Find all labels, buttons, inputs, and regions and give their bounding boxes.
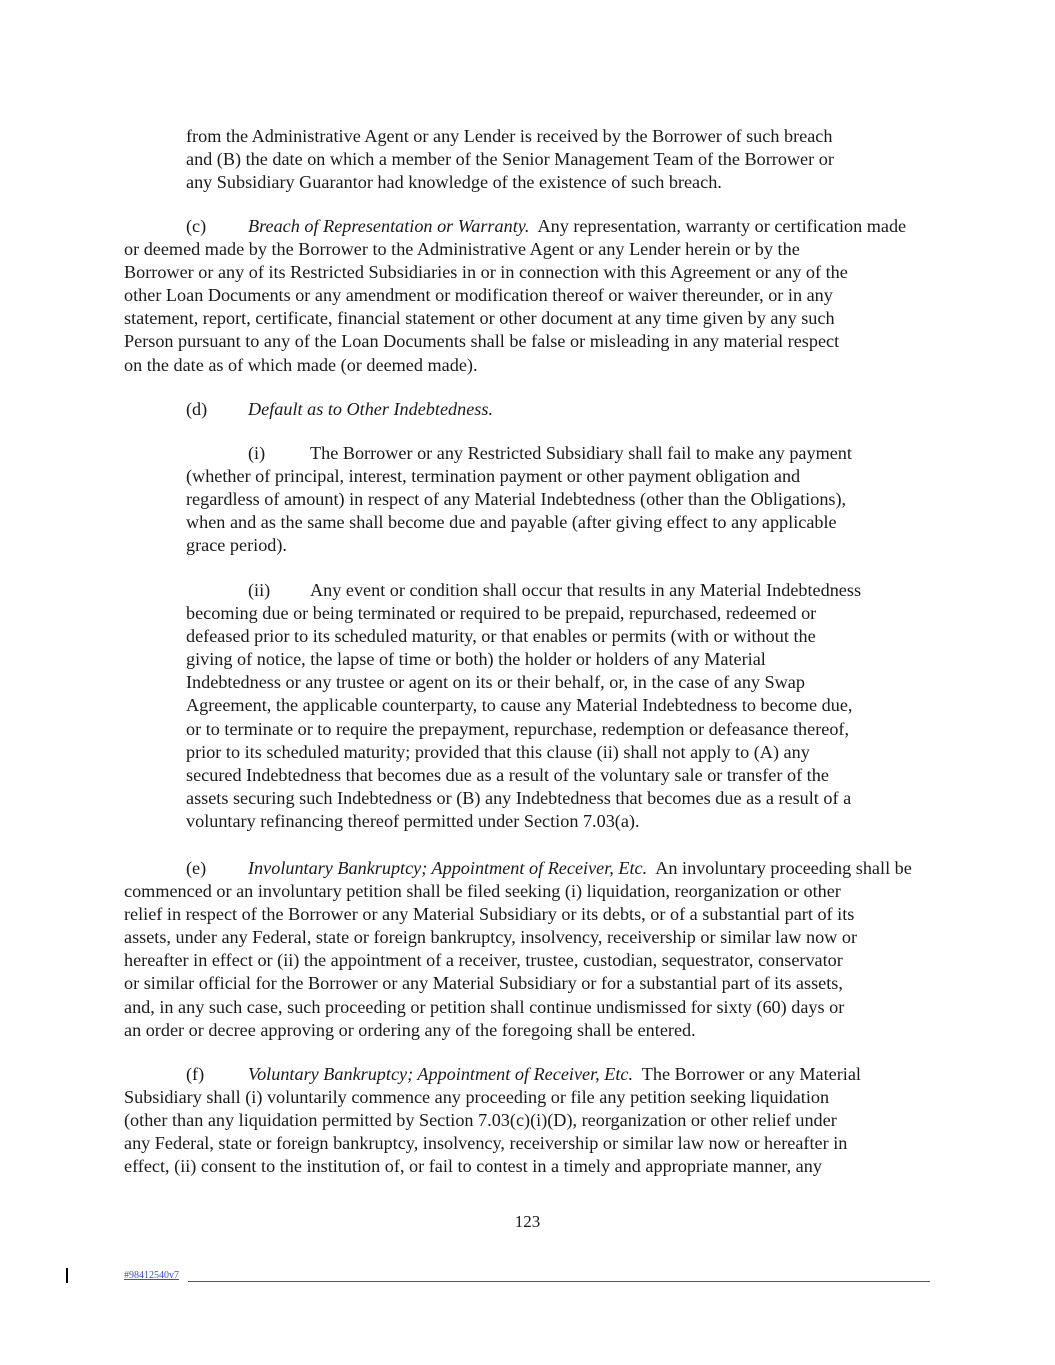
section-c-label: (c) [186, 216, 207, 236]
section-d-ii-first-line [186, 579, 861, 602]
text-line: relief in respect of the Borrower or any Material Subsidiary or its debts, or of a substantial part of its [124, 904, 855, 925]
text-line: Subsidiary shall (i) voluntarily commence any proceeding or file any petition seeking liquidation [124, 1087, 830, 1108]
section-e-paragraph [124, 857, 912, 1042]
text-run: An involuntary proceeding shall be [655, 858, 912, 878]
section-e-first-line [124, 857, 912, 880]
section-e-label: (e) [186, 858, 207, 878]
section-d-i-first-line [186, 442, 852, 465]
text-line: defeased prior to its scheduled maturity, or that enables or permits (with or without the [186, 626, 816, 647]
text-line: any Subsidiary Guarantor had knowledge of the existence of such breach. [186, 172, 722, 193]
text-line: from the Administrative Agent or any Lender is received by the Borrower of such breach [186, 126, 833, 146]
text-line: any Federal, state or foreign bankruptcy, insolvency, receivership or similar law now or hereafter in [124, 1133, 848, 1154]
section-d-label: (d) [186, 399, 208, 419]
text-line: or to terminate or to require the prepayment, repurchase, redemption or defeasance thereof, [186, 718, 850, 739]
text-line: Person pursuant to any of the Loan Documents shall be false or misleading in any material respect [124, 331, 840, 352]
text-line: Agreement, the applicable counterparty, to cause any Material Indebtedness to become due, [186, 695, 853, 716]
document-id: #98412540v7 [124, 1270, 179, 1281]
text-line: secured Indebtedness that becomes due as a result of the voluntary sale or transfer of the [186, 764, 829, 785]
footer-rule [188, 1281, 930, 1282]
text-line: (other than any liquidation permitted by Section 7.03(c)(i)(D), reorganization or other relief under [124, 1110, 837, 1131]
section-c-paragraph [124, 215, 906, 377]
section-d-i-paragraph [186, 442, 852, 557]
section-f-first-line [124, 1063, 861, 1086]
text-line: statement, report, certificate, financial statement or other document at any time given by any such [124, 308, 835, 329]
section-d-heading-line [186, 398, 493, 421]
text-line: grace period). [186, 535, 287, 556]
text-line: or deemed made by the Borrower to the Administrative Agent or any Lender herein or by the [124, 239, 800, 260]
text-line: effect, (ii) consent to the institution of, or fail to contest in a timely and appropriate manner, any [124, 1156, 822, 1177]
text-line: giving of notice, the lapse of time or both) the holder or holders of any Material [186, 649, 766, 670]
section-d-ii-paragraph [186, 579, 861, 833]
text-run: The Borrower or any Material [641, 1064, 861, 1084]
section-f-paragraph [124, 1063, 861, 1178]
text-line: and (B) the date on which a member of the Senior Management Team of the Borrower or [186, 149, 834, 170]
text-line: and, in any such case, such proceeding or petition shall continue undismissed for sixty (60) days or [124, 996, 845, 1017]
text-line: hereafter in effect or (ii) the appointment of a receiver, trustee, custodian, sequestrator, conservator [124, 950, 843, 971]
text-line: becoming due or being terminated or required to be prepaid, repurchased, redeemed or [186, 603, 817, 624]
text-line: other Loan Documents or any amendment or modification thereof or waiver thereunder, or in any [124, 285, 833, 306]
section-d-ii-label: (ii) [248, 580, 271, 600]
text-line: assets, under any Federal, state or foreign bankruptcy, insolvency, receivership or similar law now or [124, 927, 857, 948]
text-line: on the date as of which made (or deemed made). [124, 354, 478, 375]
section-f-heading: Voluntary Bankruptcy; Appointment of Receiver, Etc. [248, 1064, 634, 1084]
revision-bar [66, 1268, 68, 1283]
text-line: an order or decree approving or ordering any of the foregoing shall be entered. [124, 1019, 696, 1040]
text-line: voluntary refinancing thereof permitted under Section 7.03(a). [186, 810, 640, 831]
text-line: (whether of principal, interest, termination payment or other payment obligation and [186, 466, 801, 487]
text-run: Any event or condition shall occur that results in any Material Indebtedness [310, 580, 862, 600]
text-line: prior to its scheduled maturity; provided that this clause (ii) shall not apply to (A) any [186, 741, 810, 762]
section-c-first-line [124, 215, 906, 238]
text-line: when and as the same shall become due and payable (after giving effect to any applicable [186, 512, 837, 533]
section-d-i-label: (i) [248, 443, 266, 463]
text-line: Borrower or any of its Restricted Subsidiaries in or in connection with this Agreement or any of the [124, 262, 848, 283]
section-d-heading: Default as to Other Indebtedness. [248, 399, 493, 419]
section-c-heading: Breach of Representation or Warranty. [248, 216, 530, 236]
text-run: Any representation, warranty or certification made [537, 216, 907, 236]
text-run: The Borrower or any Restricted Subsidiary shall fail to make any payment [310, 443, 852, 463]
text-line: regardless of amount) in respect of any Material Indebtedness (other than the Obligations), [186, 489, 847, 510]
text-line: Indebtedness or any trustee or agent on its or their behalf, or, in the case of any Swap [186, 672, 805, 693]
carryover-paragraph [186, 125, 834, 194]
section-e-heading: Involuntary Bankruptcy; Appointment of Receiver, Etc. [248, 858, 648, 878]
section-f-label: (f) [186, 1064, 205, 1084]
text-line: assets securing such Indebtedness or (B) any Indebtedness that becomes due as a result of a [186, 787, 852, 808]
text-line: or similar official for the Borrower or any Material Subsidiary or for a substantial part of its assets, [124, 973, 843, 994]
text-line: commenced or an involuntary petition shall be filed seeking (i) liquidation, reorganization or other [124, 881, 841, 902]
page-number: 123 [514, 1212, 541, 1231]
